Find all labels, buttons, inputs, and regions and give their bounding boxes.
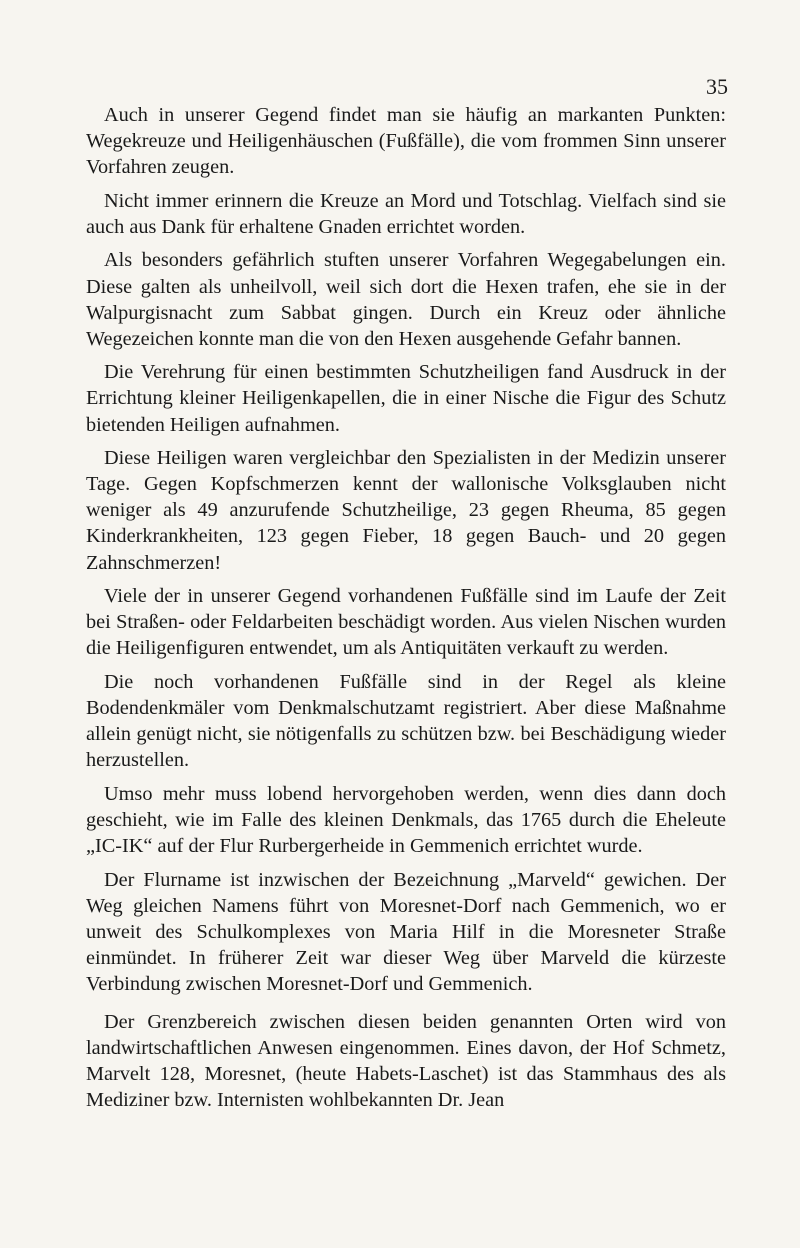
paragraph-7: Die noch vorhandenen Fußfälle sind in der Regel als kleine Bodendenkmäler vom Denkmalschutzamt registriert. Aber diese Maßnahme allein genügt nicht, sie nötigenfalls zu schützen bzw. bei Beschädigung wieder herzustellen. (86, 670, 726, 772)
paragraph-2: Nicht immer erinnern die Kreuze an Mord und Totschlag. Vielfach sind sie auch aus Dank für erhaltene Gnaden errichtet worden. (86, 189, 726, 238)
paragraph-9: Der Flurname ist inzwischen der Bezeichnung „Marveld“ gewichen. Der Weg gleichen Namens führt von Moresnet-Dorf nach Gemmenich, wo er unweit des Schulkomplexes von Maria Hilf in die Moresneter Straße einmündet. In früherer Zeit war dieser Weg über Marveld die kürzeste Verbindung zwischen Moresnet-Dorf und Gemmenich. (86, 868, 726, 995)
paragraph-1: Auch in unserer Gegend findet man sie häufig an markanten Punkten: Wegekreuze und Heiligenhäuschen (Fußfälle), die vom frommen Sinn unserer Vorfahren zeugen. (86, 104, 726, 179)
body-text (86, 102, 726, 1121)
paragraph-6: Viele der in unserer Gegend vorhandenen Fußfälle sind im Laufe der Zeit bei Straßen- oder Feldarbeiten beschädigt worden. Aus vielen Nischen wurden die Heiligenfiguren entwendet, um als Antiquitäten verkauft zu werden. (86, 585, 726, 660)
paragraph-10: Der Grenzbereich zwischen diesen beiden genannten Orten wird von landwirtschaftlichen Anwesen eingenommen. Eines davon, der Hof Schmetz, Marvelt 128, Moresnet, (heute Habets-Laschet) ist das Stammhaus des als Mediziner bzw. Internisten wohlbekannten Dr. Jean (86, 1011, 726, 1112)
paragraph-8: Umso mehr muss lobend hervorgehoben werden, wenn dies dann doch geschieht, wie im Falle des kleinen Denkmals, das 1765 durch die Eheleute „IC-IK“ auf der Flur Rurbergerheide in Gemmenich errichtet wurde. (86, 782, 726, 857)
paragraph-3: Als besonders gefährlich stuften unserer Vorfahren Wegegabelungen ein. Diese galten als unheilvoll, weil sich dort die Hexen trafen, ehe sie in der Walpurgisnacht zum Sabbat gingen. Durch ein Kreuz oder ähnliche Wegezeichen konnte man die von den Hexen ausgehende Gefahr bannen. (86, 249, 726, 350)
paragraph-4: Die Verehrung für einen bestimmten Schutzheiligen fand Ausdruck in der Errichtung kleiner Heiligenkapellen, die in einer Nische die Figur des Schutz bietenden Heiligen aufnahmen. (86, 361, 726, 436)
paragraph-5: Diese Heiligen waren vergleichbar den Spezialisten in der Medizin unserer Tage. Gegen Kopfschmerzen kennt der wallonische Volksglauben nicht weniger als 49 anzurufende Schutzheilige, 23 gegen Rheuma, 85 gegen Kinderkrankheiten, 123 gegen Fieber, 18 gegen Bauch- und 20 gegen Zahnschmerzen! (86, 447, 726, 574)
page-number: 35 (706, 74, 728, 99)
